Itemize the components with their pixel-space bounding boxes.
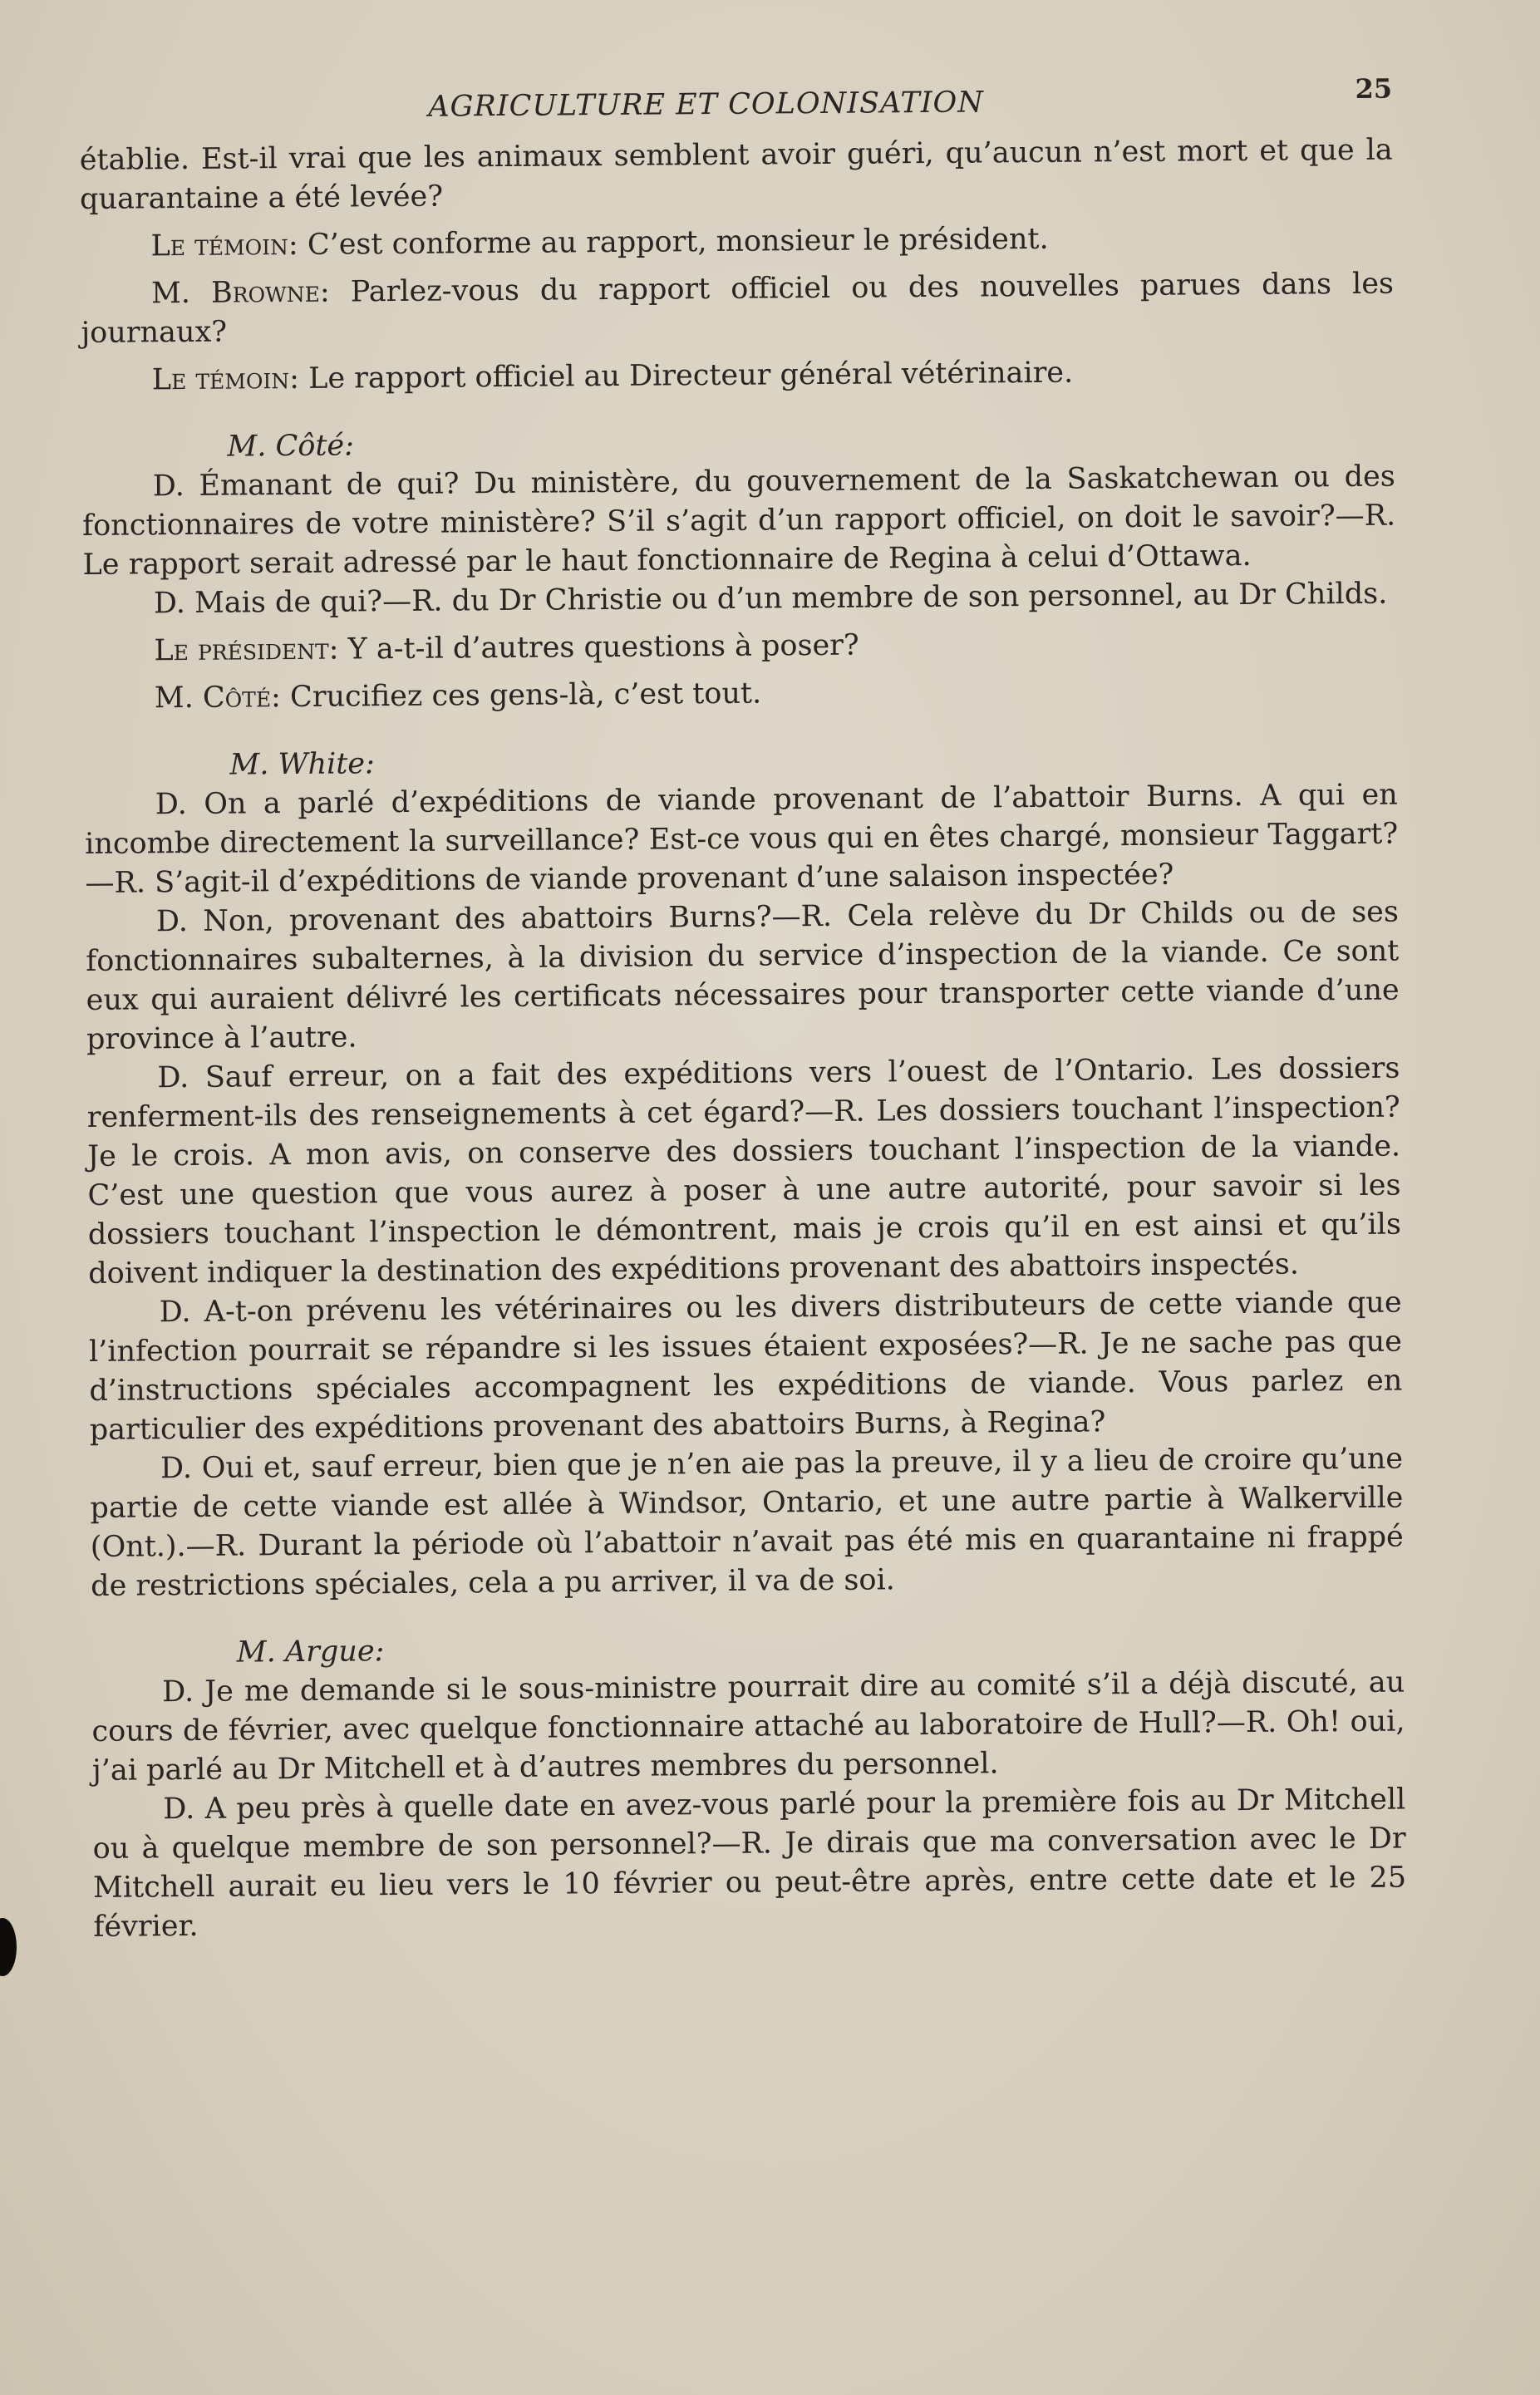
testimony-text: Y a-t-il d’autres questions à poser? xyxy=(338,628,859,666)
speaker-label: Le témoin: xyxy=(151,361,300,397)
page-number: 25 xyxy=(1355,72,1393,105)
testimony-cote xyxy=(84,670,1397,719)
document-page xyxy=(79,73,1407,1947)
question-answer: D. Sauf erreur, on a fait des expéditions vers l’ouest de l’Ontario. Les dossiers renferment-ils des renseignements à cet égard?—R. Les dossiers touchant l’inspection? Je le crois. A mon avis, on conserve des dossiers touchant l’inspection de la viande. C’est une question que vous aurez à poser à une autre autorité, pour savoir si les dossiers touchant l’inspection le démontrent, mais je crois qu’il en est ainsi et qu’ils doivent indiquer la destination des expéditions provenant des abattoirs inspectés. xyxy=(86,1051,1401,1291)
question-answer: D. A-t-on prévenu les vétérinaires ou les divers distributeurs de cette viande que l’infection pourrait se répandre si les issues étaient exposées?—R. Je ne sache pas que d’instructions spéciales accompagnent les expéditions de viande. Vous parlez en particulier des expéditions provenant des abattoirs Burns, à Regina? xyxy=(88,1286,1403,1447)
testimony-witness-2 xyxy=(81,352,1395,401)
speaker-label: M. Côté: xyxy=(154,681,282,716)
running-title: AGRICULTURE ET COLONISATION xyxy=(428,86,985,124)
speaker-label: Le témoin: xyxy=(150,228,298,263)
testimony-text: C’est conforme au rapport, monsieur le président. xyxy=(298,222,1049,262)
section-heading-argue: M. Argue: xyxy=(236,1635,385,1670)
binder-hole xyxy=(0,1918,17,1976)
question-answer: D. Non, provenant des abattoirs Burns?—R. Cela relève du Dr Childs ou de ses fonctionnaires subalternes, à la division du service d’inspection de la viande. Ce sont eux qui auraient délivré les certificats nécessaires pour transporter cette viande d’une province à l’autre. xyxy=(86,895,1400,1056)
section-heading-cote: M. Côté: xyxy=(227,429,355,464)
section-heading-white: M. White: xyxy=(229,747,375,782)
testimony-text: Parlez-vous du rapport officiel ou des nouvelles parues dans les journaux? xyxy=(81,267,1395,350)
testimony-witness-1 xyxy=(80,218,1393,267)
question-answer: D. On a parlé d’expéditions de viande provenant de l’abattoir Burns. A qui en incombe directement la surveillance? Est-ce vous qui en êtes chargé, monsieur Taggart?—R. S’agit-il d’expéditions de viande provenant d’une salaison inspectée? xyxy=(85,778,1399,900)
question-answer: D. A peu près à quelle date en avez-vous parlé pour la première fois au Dr Mitchell ou à quelque membre de son personnel?—R. Je dirais que ma conversation avec le Dr Mitchell aurait eu lieu vers le 10 février ou peut-être après, entre cette date et le 25 février. xyxy=(92,1783,1407,1944)
testimony-president xyxy=(83,622,1396,671)
speaker-label: M. Browne: xyxy=(150,275,330,311)
page-header xyxy=(79,73,1393,141)
paragraph-continuation: établie. Est-il vrai que les animaux semblent avoir guéri, qu’aucun n’est mort et que la quarantaine a été levée? xyxy=(79,133,1393,216)
testimony-text: Crucifiez ces gens-là, c’est tout. xyxy=(280,676,762,715)
question-answer: D. Mais de qui?—R. du Dr Christie ou d’un membre de son personnel, au Dr Childs. xyxy=(153,577,1388,621)
question-answer: D. Émanant de qui? Du ministère, du gouvernement de la Saskatchewan ou des fonctionnaires de votre ministère? S’il s’agit d’un rapport officiel, on doit le savoir?—R. Le rapport serait adressé par le haut fonctionnaire de Regina à celui d’Ottawa. xyxy=(82,460,1396,582)
question-answer: D. Je me demande si le sous-ministre pourrait dire au comité s’il a déjà discuté, au cours de février, avec quelque fonctionnaire attaché au laboratoire de Hull?—R. Oh! oui, j’ai parlé au Dr Mitchell et à d’autres membres du personnel. xyxy=(91,1665,1405,1788)
speaker-label: Le président: xyxy=(154,632,339,668)
question-answer: D. Oui et, sauf erreur, bien que je n’en aie pas la preuve, il y a lieu de croire qu’une partie de cette viande est allée à Windsor, Ontario, et une autre partie à Walkerville (Ont.).—R. Durant la période où l’abattoir n’avait pas été mis en quarantaine ni frappé de restrictions spéciales, cela a pu arriver, il va de soi. xyxy=(90,1442,1404,1603)
testimony-text: Le rapport officiel au Directeur général vétérinaire. xyxy=(298,356,1074,396)
testimony-browne xyxy=(81,265,1395,353)
